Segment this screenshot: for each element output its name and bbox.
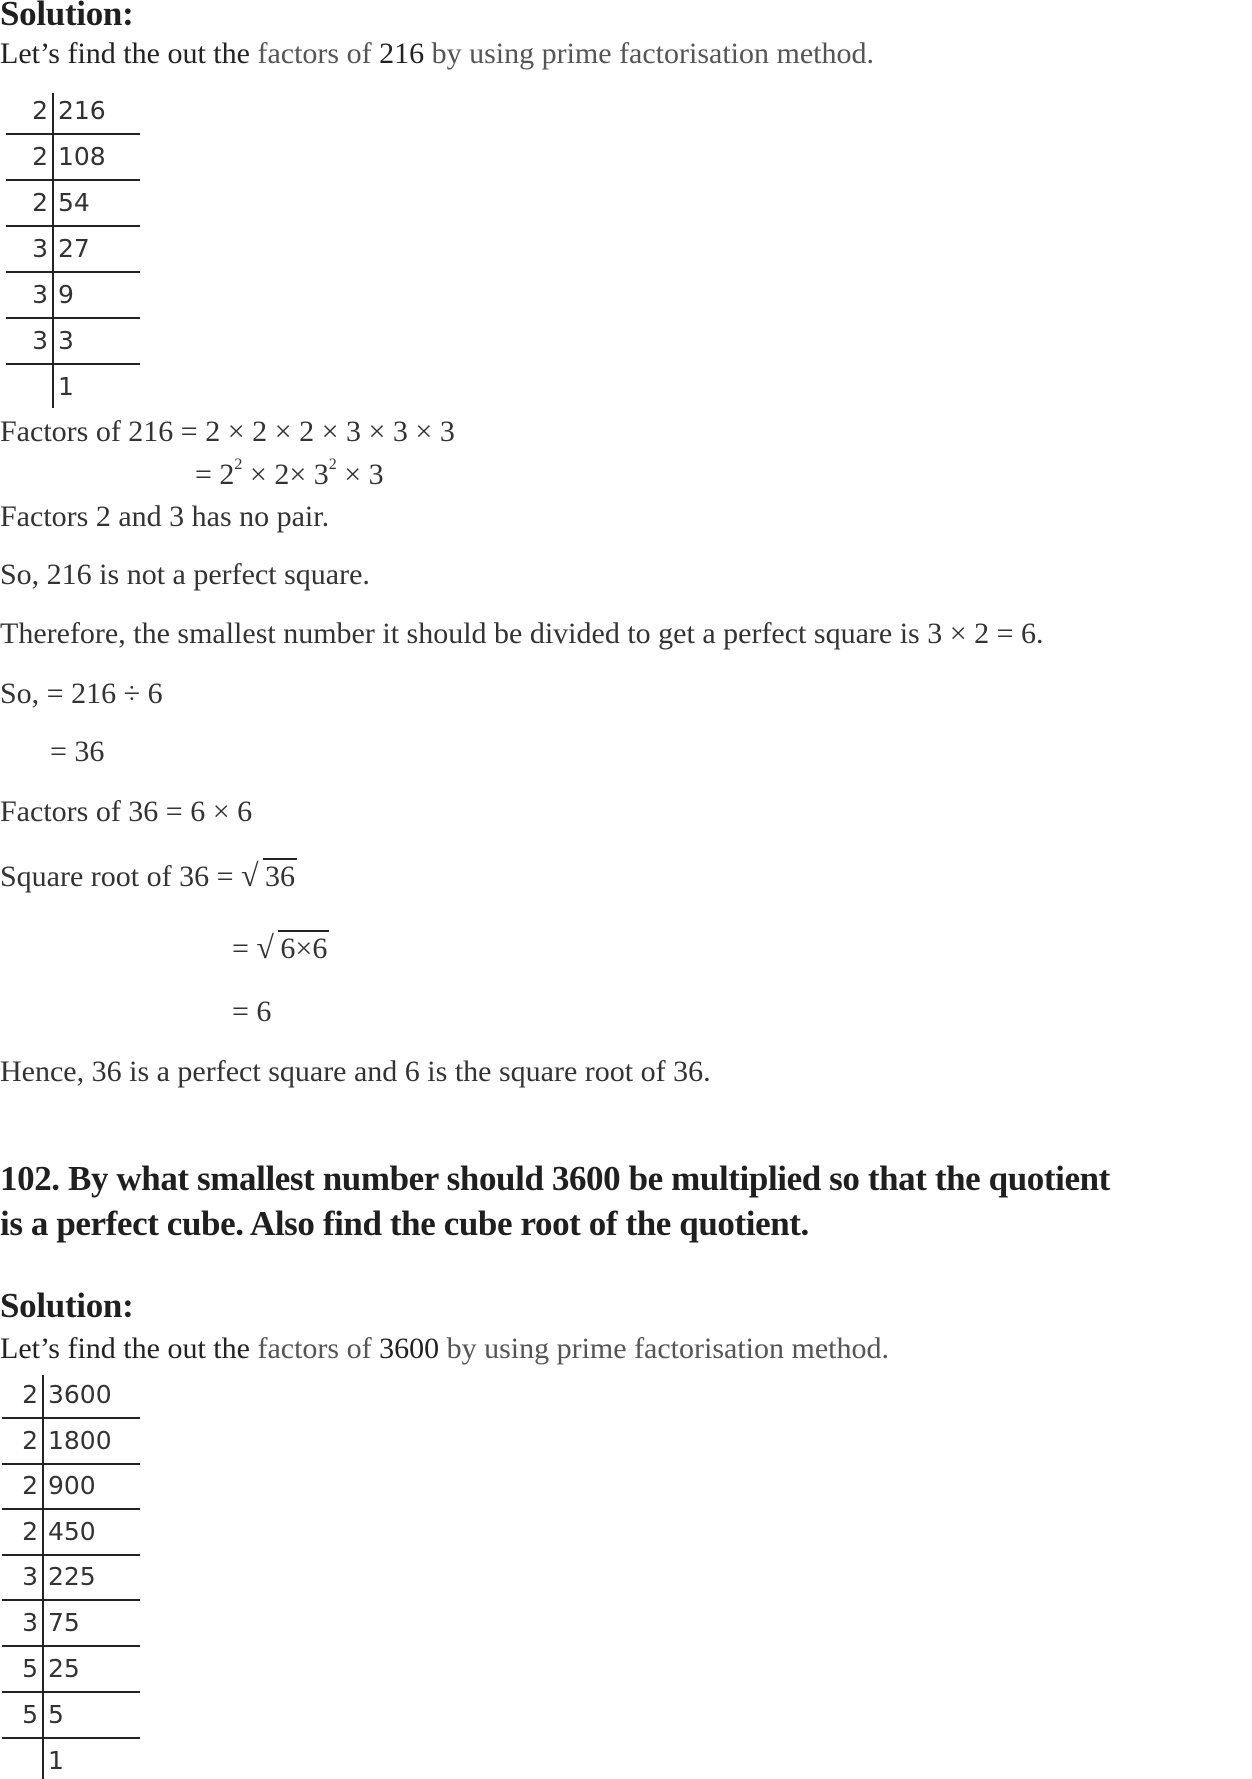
divisor: 3 [32,326,48,355]
table-divider [2,1508,140,1510]
intro-part3: 216 [379,37,425,70]
grouped-end: × 3 [336,458,384,491]
dividend: 1 [58,372,74,401]
table-divider-vertical [52,93,54,408]
sqrt-result: = 6 [232,995,272,1028]
divisor: 5 [22,1654,38,1683]
divisor: 3 [22,1562,38,1591]
divisor: 2 [22,1380,38,1409]
divisor: 3 [32,280,48,309]
sqrt-expression [256,929,329,966]
dividend: 900 [48,1471,96,1500]
sqrt-line-2 [232,929,329,966]
dividend: 25 [48,1654,80,1683]
dividend: 225 [48,1562,96,1591]
table-divider [6,317,140,319]
table-divider-vertical [42,1375,44,1779]
dividend: 54 [58,188,90,217]
dividend: 3600 [48,1380,112,1409]
intro-part3: 3600 [379,1332,440,1365]
table-divider [6,271,140,273]
no-pair-text: Factors 2 and 3 has no pair. [0,500,330,533]
dividend: 5 [48,1700,64,1729]
divisor: 5 [22,1700,38,1729]
result-text: = 36 [50,735,105,768]
table-divider [2,1554,140,1556]
intro-part4: by using prime factorisation method. [424,37,874,70]
intro-text [0,37,874,71]
intro-part4: by using prime factorisation method. [439,1332,889,1365]
radical-icon: √ [256,929,274,965]
sqrt-expression [241,857,297,894]
dividend: 450 [48,1517,96,1546]
divisor: 2 [22,1471,38,1500]
table-divider [2,1417,140,1419]
intro-text [0,1332,889,1366]
solution-heading: Solution: [0,1286,134,1325]
intro-part2: factors of [257,37,380,70]
sqrt-eq: = [232,932,257,965]
dividend: 9 [58,280,74,309]
table-divider [2,1737,140,1739]
table-divider [2,1645,140,1647]
sqrt-label: Square root of 36 = [0,860,242,893]
grouped-factors [195,458,384,492]
divisor: 3 [32,234,48,263]
table-divider [2,1691,140,1693]
table-divider [6,225,140,227]
sqrt-argument: 36 [265,860,296,893]
dividend: 27 [58,234,90,263]
dividend: 216 [58,96,106,125]
dividend: 1 [48,1746,64,1775]
grouped-eq: = 2 [195,458,235,491]
table-divider [6,179,140,181]
sqrt-argument: 6×6 [280,932,328,965]
radical-icon: √ [241,857,259,893]
therefore-text: Therefore, the smallest number it should be divided to get a perfect square is 3 × 2 = 6. [0,617,1044,650]
sqrt-line-1 [0,857,297,894]
table-divider [2,1463,140,1465]
exponent: 2 [328,456,337,473]
question-102-line-1: 102. By what smallest number should 3600 be multiplied so that the quotient [0,1159,1110,1198]
table-divider [6,363,140,365]
solution-heading: Solution: [0,0,134,33]
intro-part1: Let’s find the out the [0,37,258,70]
dividend: 1800 [48,1426,112,1455]
divisor: 3 [22,1608,38,1637]
divisor: 2 [32,188,48,217]
table-divider [2,1599,140,1601]
divisor: 2 [22,1517,38,1546]
division-text: So, = 216 ÷ 6 [0,677,163,710]
factors-of-216: Factors of 216 = 2 × 2 × 2 × 3 × 3 × 3 [0,415,455,448]
factors-of-36: Factors of 36 = 6 × 6 [0,795,253,828]
dividend: 3 [58,326,74,355]
conclusion-text: Hence, 36 is a perfect square and 6 is the square root of 36. [0,1055,711,1088]
dividend: 75 [48,1608,80,1637]
divisor: 2 [32,142,48,171]
divisor: 2 [22,1426,38,1455]
intro-part1: Let’s find the out the [0,1332,258,1365]
intro-part2: factors of [257,1332,380,1365]
table-divider [6,133,140,135]
question-102-line-2: is a perfect cube. Also find the cube root of the quotient. [0,1204,809,1243]
not-square-text: So, 216 is not a perfect square. [0,558,370,591]
exponent: 2 [234,456,243,473]
dividend: 108 [58,142,106,171]
divisor: 2 [32,96,48,125]
grouped-mid: × 2× 3 [242,458,329,491]
